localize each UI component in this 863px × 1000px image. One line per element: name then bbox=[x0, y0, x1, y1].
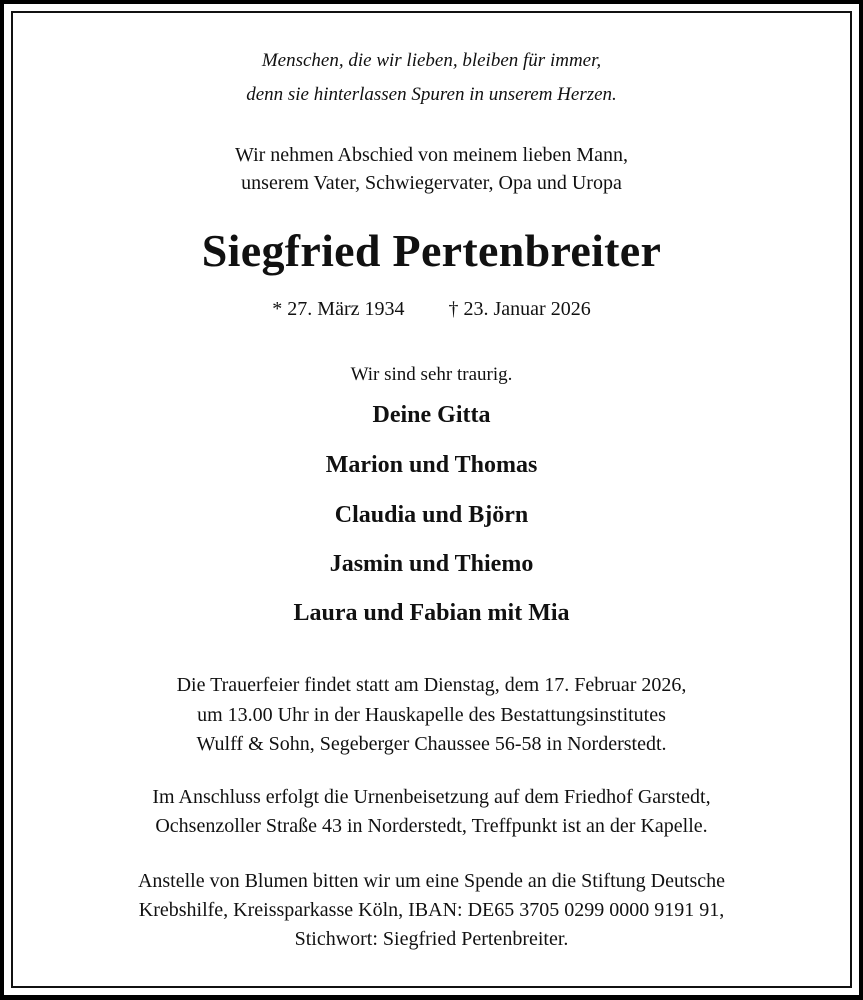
intro-line-1: Wir nehmen Abschied von meinem lieben Mann, bbox=[235, 144, 628, 166]
donation-line-3: Stichwort: Siegfried Pertenbreiter. bbox=[294, 928, 569, 950]
mourner-2: Marion und Thomas bbox=[325, 452, 538, 478]
ceremony-line-1: Die Trauerfeier findet statt am Dienstag, dem 17. Februar 2026, bbox=[176, 674, 687, 696]
donation-line-1: Anstelle von Blumen bitten wir um eine Spende an die Stiftung Deutsche bbox=[137, 870, 726, 892]
mourner-3: Claudia und Björn bbox=[334, 502, 529, 528]
burial-line-2: Ochsenzoller Straße 43 in Norderstedt, Treffpunkt ist an der Kapelle. bbox=[155, 815, 708, 837]
intro-line-2: unserem Vater, Schwiegervater, Opa und Uropa bbox=[241, 172, 622, 194]
ceremony-line-3: Wulff & Sohn, Segeberger Chaussee 56-58 in Norderstedt. bbox=[196, 733, 667, 755]
motto-line-2: denn sie hinterlassen Spuren in unserem Herzen. bbox=[246, 84, 617, 105]
birth-date: * 27. März 1934 bbox=[272, 298, 405, 320]
donation-line-2: Krebshilfe, Kreissparkasse Köln, IBAN: DE65 3705 0299 0000 9191 91, bbox=[138, 899, 725, 921]
motto-line-1: Menschen, die wir lieben, bleiben für immer, bbox=[261, 50, 602, 71]
mourner-5: Laura und Fabian mit Mia bbox=[293, 600, 570, 626]
life-dates bbox=[0, 298, 863, 321]
mourner-4: Jasmin und Thiemo bbox=[329, 551, 534, 577]
ceremony-line-2: um 13.00 Uhr in der Hauskapelle des Bestattungsinstitutes bbox=[197, 704, 666, 726]
mourner-1: Deine Gitta bbox=[372, 402, 491, 428]
death-date: † 23. Januar 2026 bbox=[448, 298, 591, 320]
burial-line-1: Im Anschluss erfolgt die Urnenbeisetzung auf dem Friedhof Garstedt, bbox=[152, 786, 711, 808]
deceased-name: Siegfried Pertenbreiter bbox=[201, 225, 662, 276]
sadness-line: Wir sind sehr traurig. bbox=[350, 364, 513, 385]
